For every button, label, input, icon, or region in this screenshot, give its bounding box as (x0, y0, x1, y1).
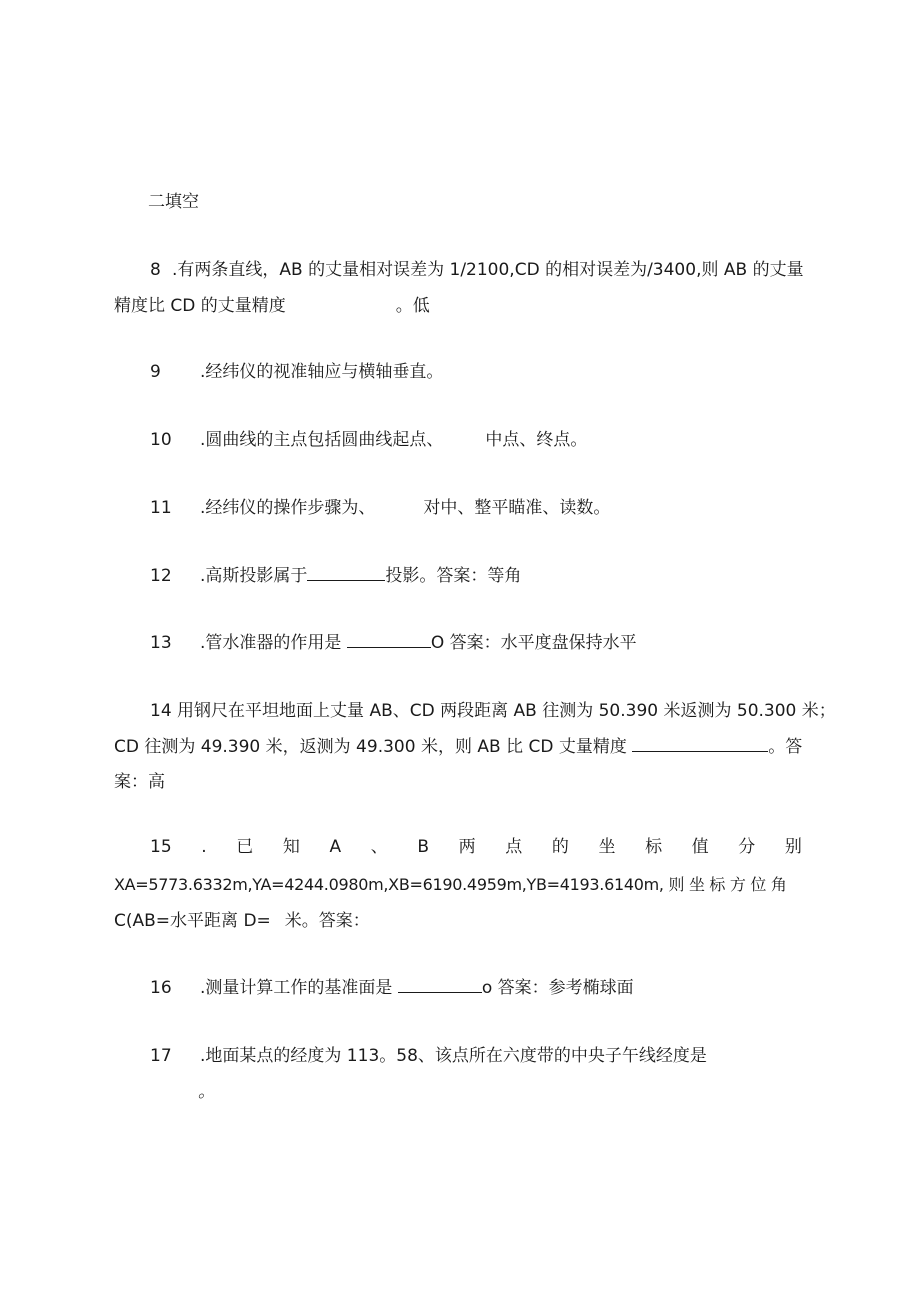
q11-text-b: 对中、整平瞄准、读数。 (423, 498, 611, 518)
q8-number: 8 (150, 260, 161, 280)
q15-token: . (201, 837, 207, 857)
q15-line3-b: 米。答案： (284, 911, 370, 931)
q12-answer-blank (307, 564, 385, 581)
q12-number: 12 (150, 566, 172, 586)
q15-token: 的 (551, 837, 569, 857)
q8-text-line1: .有两条直线，AB 的丈量相对误差为 1/2100,CD 的相对误差为/3400,则 AB 的丈量 (172, 260, 804, 280)
q9-number: 9 (150, 362, 161, 382)
q15-text-line2: XA=5773.6332m,YA=4244.0980m,XB=6190.4959m,YB=4193.6140m, 则 坐 标 方 位 角 (114, 875, 787, 894)
q11-text-a: .经纬仪的操作步骤为、 (200, 498, 376, 518)
q15-token: 标 (645, 837, 663, 857)
q13-text-a: .管水准器的作用是 (200, 633, 347, 653)
q15-token: 两 (458, 837, 476, 857)
q13-text (200, 631, 637, 655)
q11-number: 11 (150, 498, 172, 518)
q12-text (200, 564, 521, 588)
q15-token: 别 (784, 837, 802, 857)
q8-text-line2 (114, 294, 430, 318)
q10-number: 10 (150, 430, 172, 450)
q14-text-line3: 案：高 (114, 772, 165, 792)
q15-token: 知 (282, 837, 300, 857)
q15-token: 分 (738, 837, 756, 857)
q17-number: 17 (150, 1046, 172, 1066)
q16-answer-blank (398, 976, 482, 993)
q15-token: B (417, 837, 430, 857)
q12-text-b: 投影。答案：等角 (385, 566, 522, 586)
q10-text-a: .圆曲线的主点包括圆曲线起点、 (200, 430, 444, 450)
section-title: 二填空 (148, 192, 199, 212)
q10-text-b: 中点、终点。 (485, 430, 588, 450)
q14-text-line1: 14 用钢尺在平坦地面上丈量 AB、CD 两段距离 AB 往测为 50.390 米返测为 50.300 米； (150, 701, 836, 721)
q15-token: 坐 (598, 837, 616, 857)
q14-text-line2 (114, 735, 802, 759)
q14-line2-b: 。答 (768, 737, 803, 757)
q15-token: 15 (150, 837, 172, 857)
q15-token: 、 (370, 837, 388, 857)
q10-text (200, 428, 587, 452)
q14-answer-blank (632, 735, 768, 752)
q13-answer-blank (347, 631, 431, 648)
q14-line2-a: CD 往测为 49.390 米，返测为 49.300 米，则 AB 比 CD 丈量精度 (114, 737, 633, 757)
q15-token: 点 (505, 837, 523, 857)
q16-text-a: .测量计算工作的基准面是 (200, 978, 398, 998)
q16-text (200, 976, 634, 1000)
q15-token: 值 (691, 837, 709, 857)
q16-text-b: o 答案：参考椭球面 (481, 978, 634, 998)
q17-text: .地面某点的经度为 113。58、该点所在六度带的中央子午线经度是 (200, 1046, 707, 1066)
q8-line2-b: 。低 (395, 296, 430, 316)
q15-text-line1 (150, 835, 802, 859)
q13-text-b: O 答案：水平度盘保持水平 (430, 633, 637, 653)
q16-number: 16 (150, 978, 172, 998)
q9-text: .经纬仪的视准轴应与横轴垂直。 (200, 362, 444, 382)
q15-token: A (329, 837, 342, 857)
q12-text-a: .高斯投影属于 (200, 566, 308, 586)
q13-number: 13 (150, 633, 172, 653)
q15-text-line3 (114, 909, 370, 933)
q11-text (200, 496, 610, 520)
q15-line3-a: C(AB=水平距离 D= (114, 911, 271, 931)
q17-end-mark: 。 (198, 1082, 215, 1102)
q8-line2-a: 精度比 CD 的丈量精度 (114, 296, 286, 316)
q15-token: 已 (236, 837, 254, 857)
